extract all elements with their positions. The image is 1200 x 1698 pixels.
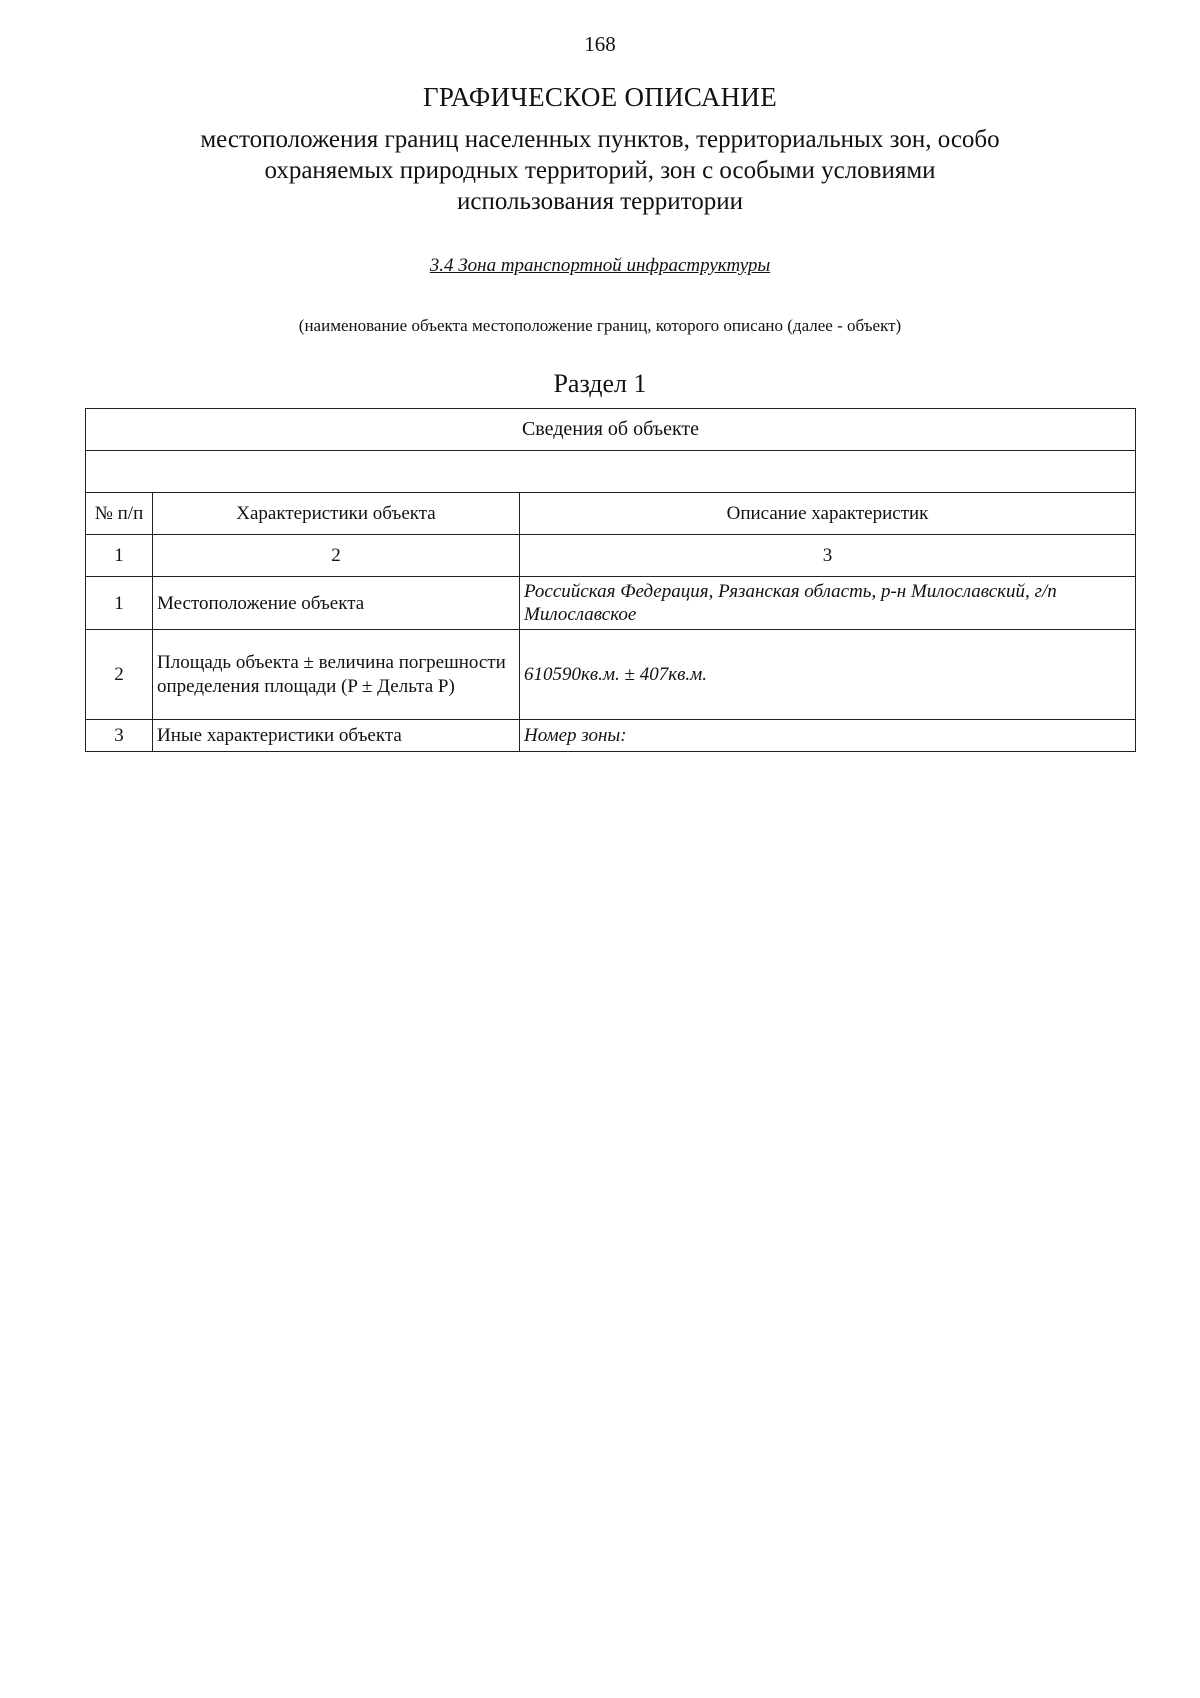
section-title: Раздел 1 xyxy=(553,369,647,398)
page-number: 168 xyxy=(584,32,616,56)
header-characteristic: Характеристики объекта xyxy=(153,493,520,535)
row-description: Номер зоны: xyxy=(520,720,1136,752)
row-description: 610590кв.м. ± 407кв.м. xyxy=(520,630,1136,720)
document-title: ГРАФИЧЕСКОЕ ОПИСАНИЕ xyxy=(422,82,778,112)
table-caption-row xyxy=(86,409,1136,451)
table-empty-cell xyxy=(86,451,1136,493)
index-cell: 3 xyxy=(520,535,1136,577)
document-subtitle: местоположения границ населенных пунктов, территориальных зон, особо охраняемых природных территорий, зон с особыми условиями использования территории xyxy=(200,126,1000,215)
object-name: 3.4 Зона транспортной инфраструктуры xyxy=(429,255,771,276)
table-header-row xyxy=(86,493,1136,535)
row-number: 2 xyxy=(86,630,153,720)
row-number: 1 xyxy=(86,577,153,630)
row-characteristic: Иные характеристики объекта xyxy=(153,720,520,752)
table-index-row xyxy=(86,535,1136,577)
header-description: Описание характеристик xyxy=(520,493,1136,535)
row-characteristic: Площадь объекта ± величина погрешности определения площади (P ± Дельта P) xyxy=(153,630,520,720)
object-info-table xyxy=(85,408,1136,752)
table-empty-row xyxy=(86,451,1136,493)
table-row xyxy=(86,630,1136,720)
row-characteristic: Местоположение объекта xyxy=(153,577,520,630)
row-number: 3 xyxy=(86,720,153,752)
header-number: № п/п xyxy=(86,493,153,535)
object-name-caption: (наименование объекта местоположение границ, которого описано (далее - объект) xyxy=(298,316,902,335)
row-description: Российская Федерация, Рязанская область, р-н Милославский, г/п Милославское xyxy=(520,577,1136,630)
table-row xyxy=(86,577,1136,630)
table-caption: Сведения об объекте xyxy=(86,409,1136,451)
index-cell: 2 xyxy=(153,535,520,577)
table-row xyxy=(86,720,1136,752)
index-cell: 1 xyxy=(86,535,153,577)
